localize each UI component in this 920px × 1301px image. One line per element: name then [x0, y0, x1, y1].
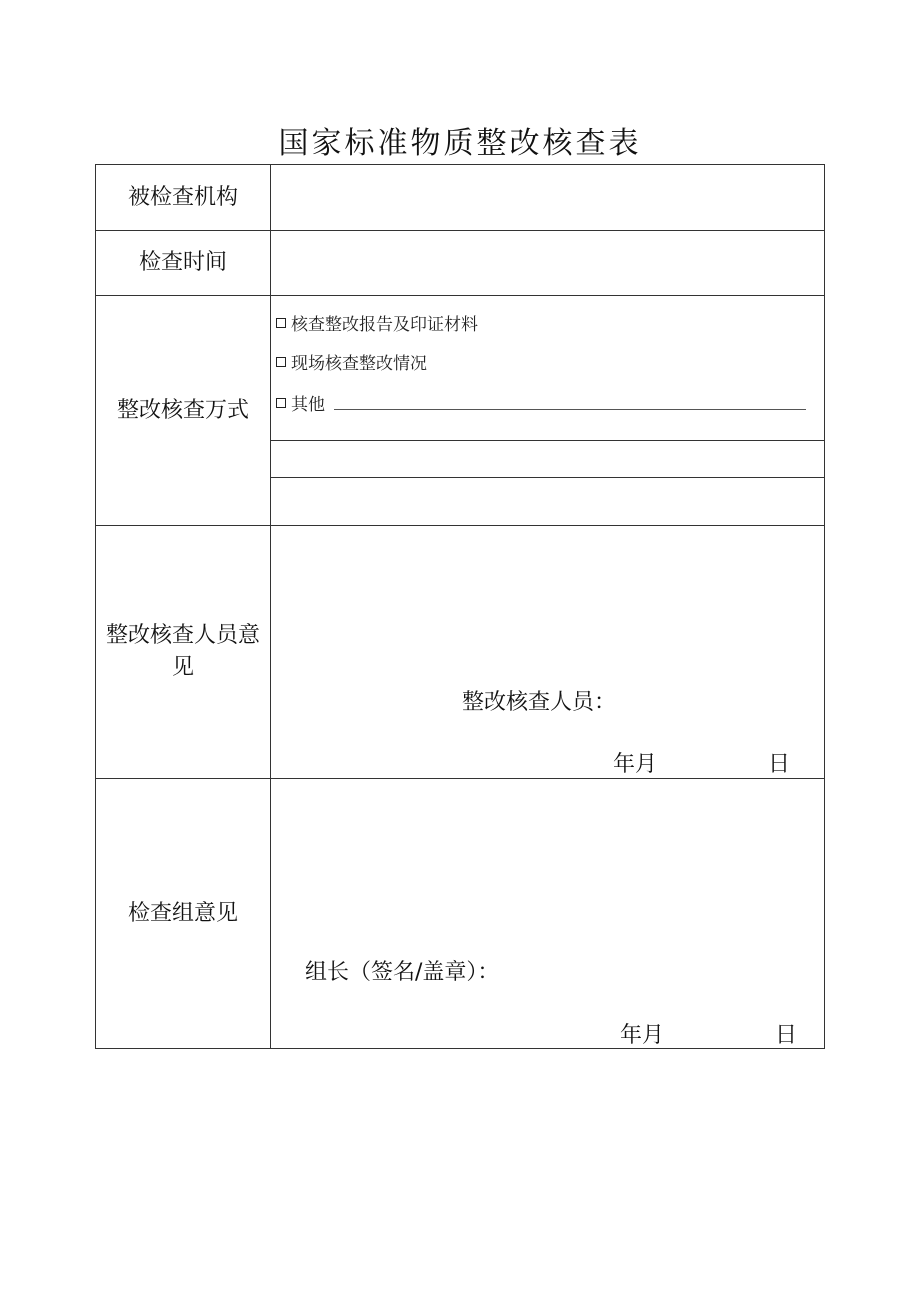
checkbox-icon[interactable] [276, 398, 286, 408]
checkbox-icon[interactable] [276, 357, 286, 367]
inspected-org-label: 被检查机构 [127, 184, 238, 210]
method-label: 整改核查万式 [116, 397, 249, 423]
group-date-year-month: 年月 [620, 1023, 665, 1048]
reviewer-opinion-field[interactable] [271, 526, 824, 778]
group-opinion-field[interactable] [271, 779, 824, 1048]
inspected-org-field[interactable] [271, 165, 824, 230]
group-opinion-label: 检查组意见 [127, 900, 238, 926]
group-leader-signer-label: 组长（签名/盖章）： [305, 960, 500, 985]
reviewer-opinion-label: 整改核查人员意见 [105, 623, 260, 680]
inspection-time-label: 检查时间 [138, 250, 227, 275]
method-option-onsite[interactable] [276, 349, 427, 374]
reviewer-signer-label: 整改核查人员： [462, 690, 617, 715]
method-blank-row[interactable] [271, 441, 824, 477]
reviewer-date-year-month: 年月 [613, 752, 658, 777]
method-option-label: 核查整改报告及印证材料 [291, 315, 478, 335]
checkbox-icon[interactable] [276, 318, 286, 328]
method-option-label: 现场核查整改情况 [291, 354, 427, 374]
group-date-day: 日 [775, 1023, 798, 1048]
method-option-report[interactable] [276, 310, 478, 335]
other-method-fill-line[interactable] [334, 409, 806, 410]
page-title: 国家标准物质整改核查表 [278, 126, 642, 161]
table-border-bottom [95, 1048, 825, 1049]
method-blank-row[interactable] [271, 478, 824, 525]
method-option-other[interactable] [276, 390, 325, 415]
reviewer-date-day: 日 [768, 752, 791, 777]
table-border-right [824, 164, 825, 1049]
inspection-time-field[interactable] [271, 231, 824, 295]
method-option-label: 其他 [291, 395, 325, 415]
